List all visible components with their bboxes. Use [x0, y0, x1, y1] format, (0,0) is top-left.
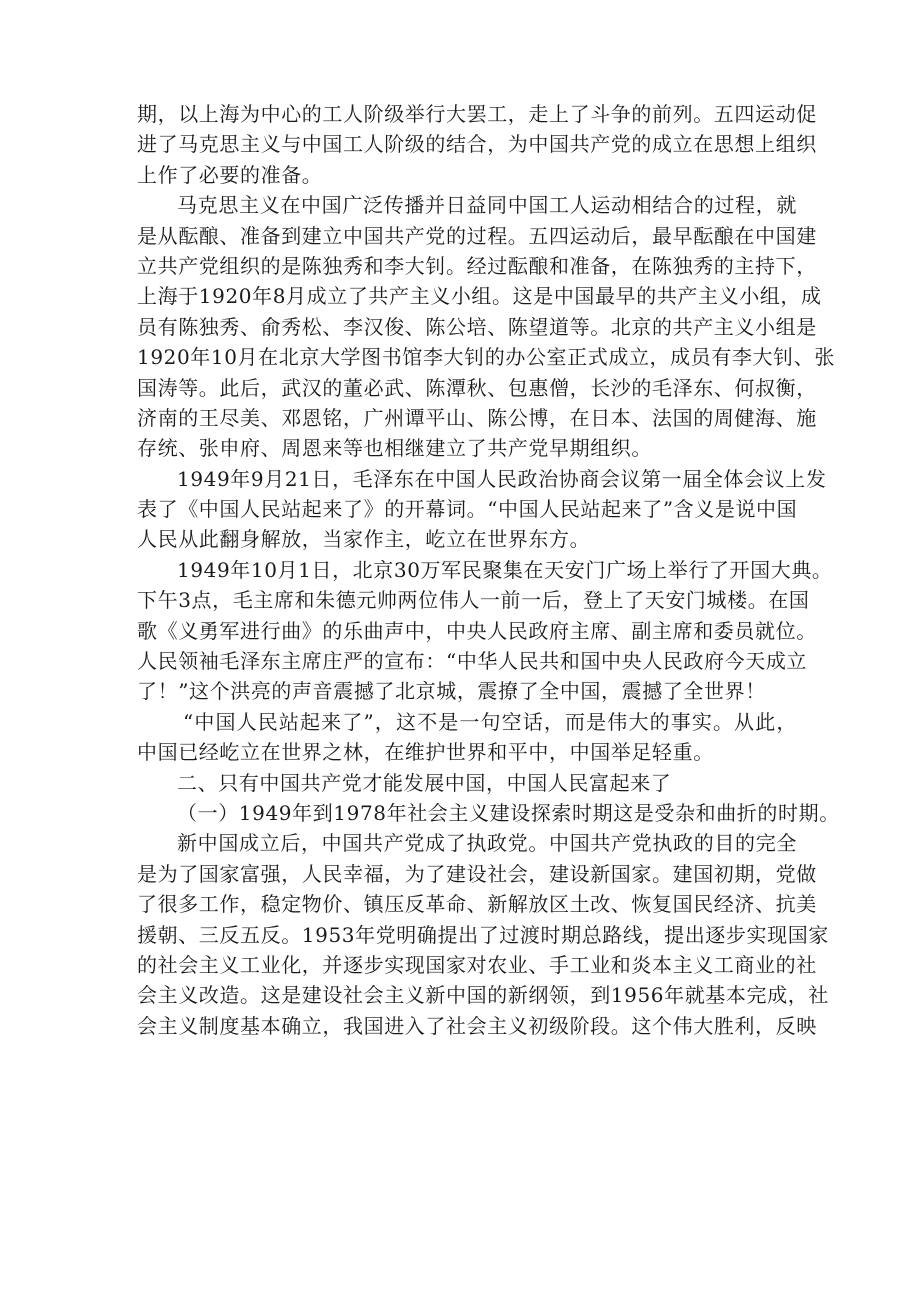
- text-line: 存统、张申府、周恩来等也相继建立了共产党早期组织。: [137, 436, 652, 461]
- text-line: 上海于1920年8月成立了共产主义小组。这是中国最早的共产主义小组，成: [137, 284, 822, 309]
- text-line: 了！”这个洪亮的声音震撼了北京城，震撩了全中国，震撼了全世界！: [137, 679, 766, 704]
- text-line: 会主义制度基本确立，我国进入了社会主义初级阶段。这个伟大胜利，反映: [137, 1013, 817, 1038]
- text-line: 上作了必要的准备。: [137, 162, 323, 187]
- text-line: 的社会主义工业化，并逐步实现国家对农业、手工业和炎本主义工商业的社: [137, 952, 817, 977]
- text-line: 1920年10月在北京大学图书馆李大钊的办公室正式成立，成员有李大钊、张: [137, 345, 835, 370]
- text-line: 国涛等。此后，武汉的董必武、陈潭秋、包惠僧，长沙的毛泽东、何叔衡，: [137, 375, 817, 400]
- text-line: 员有陈独秀、俞秀松、李汉俊、陈公培、陈望道等。北京的共产主义小组是: [137, 314, 817, 339]
- text-line: 人民领袖毛泽东主席庄严的宣布：“中华人民共和国中央人民政府今天成立: [137, 649, 808, 674]
- text-line: 中国已经屹立在世界之林，在维护世界和平中，中国举足轻重。: [137, 740, 714, 765]
- text-line: 是为了国家富强，人民幸福，为了建设社会，建设新国家。建国初期，党做: [137, 861, 817, 886]
- text-line: 表了《中国人民站起来了》的开幕词。“中国人民站起来了”含义是说中国: [137, 497, 798, 522]
- document-body: [137, 99, 840, 1041]
- text-line: 援朝、三反五反。1953年党明确提出了过渡时期总路线，提出逐步实现国家: [137, 922, 829, 947]
- text-line: 1949年9月21日，毛泽东在中国人民政治协商会议第一届全体会议上发: [177, 466, 827, 491]
- text-line: 会主义改造。这是建设社会主义新中国的新纲领，到1956年就基本完成，社: [137, 983, 829, 1008]
- text-line: 济南的王尽美、邓恩铭，广州谭平山、陈公博，在日本、法国的周健海、施: [137, 405, 817, 430]
- text-line: 期，以上海为中心的工人阶级举行大罢工，走上了斗争的前列。五四运动促: [137, 102, 817, 126]
- text-line: 下午3点，毛主席和朱德元帅两位伟人一前一后，登上了天安门城楼。在国: [137, 588, 810, 613]
- text-line: 立共产党组织的是陈独秀和李大钊。经过酝酿和准备，在陈独秀的主持下，: [137, 253, 817, 278]
- text-line: 了很多工作，稳定物价、镇压反革命、新解放区土改、恢复国民经济、抗美: [137, 892, 817, 917]
- text-line: 新中国成立后，中国共产党成了执政党。中国共产党执政的目的完全: [177, 831, 797, 856]
- text-line: 歌《义勇军进行曲》的乐曲声中，中央人民政府主席、副主席和委员就位。: [137, 618, 817, 643]
- section-heading: 二、只有中国共产党才能发展中国，中国人民富起来了: [177, 770, 672, 795]
- text-line: 马克思主义在中国广泛传播并日益同中国工人运动相结合的过程，就: [177, 193, 797, 218]
- text-line: 是从酝酿、准备到建立中国共产党的过程。五四运动后，最早酝酿在中国建: [137, 223, 817, 248]
- subsection-heading: （一）1949年到1978年社会主义建设探索时期这是受杂和曲折的时期。: [177, 800, 840, 825]
- text-line: “中国人民站起来了”，这不是一句空话，而是伟大的事实。从此，: [183, 709, 797, 734]
- text-line: 1949年10月1日，北京30万军民聚集在天安门广场上举行了开国大典。: [177, 557, 833, 582]
- text-line: 人民从此翻身解放，当家作主，屹立在世界东方。: [137, 527, 591, 552]
- text-line: 进了马克思主义与中国工人阶级的结合，为中国共产党的成立在思想上组织: [137, 132, 817, 157]
